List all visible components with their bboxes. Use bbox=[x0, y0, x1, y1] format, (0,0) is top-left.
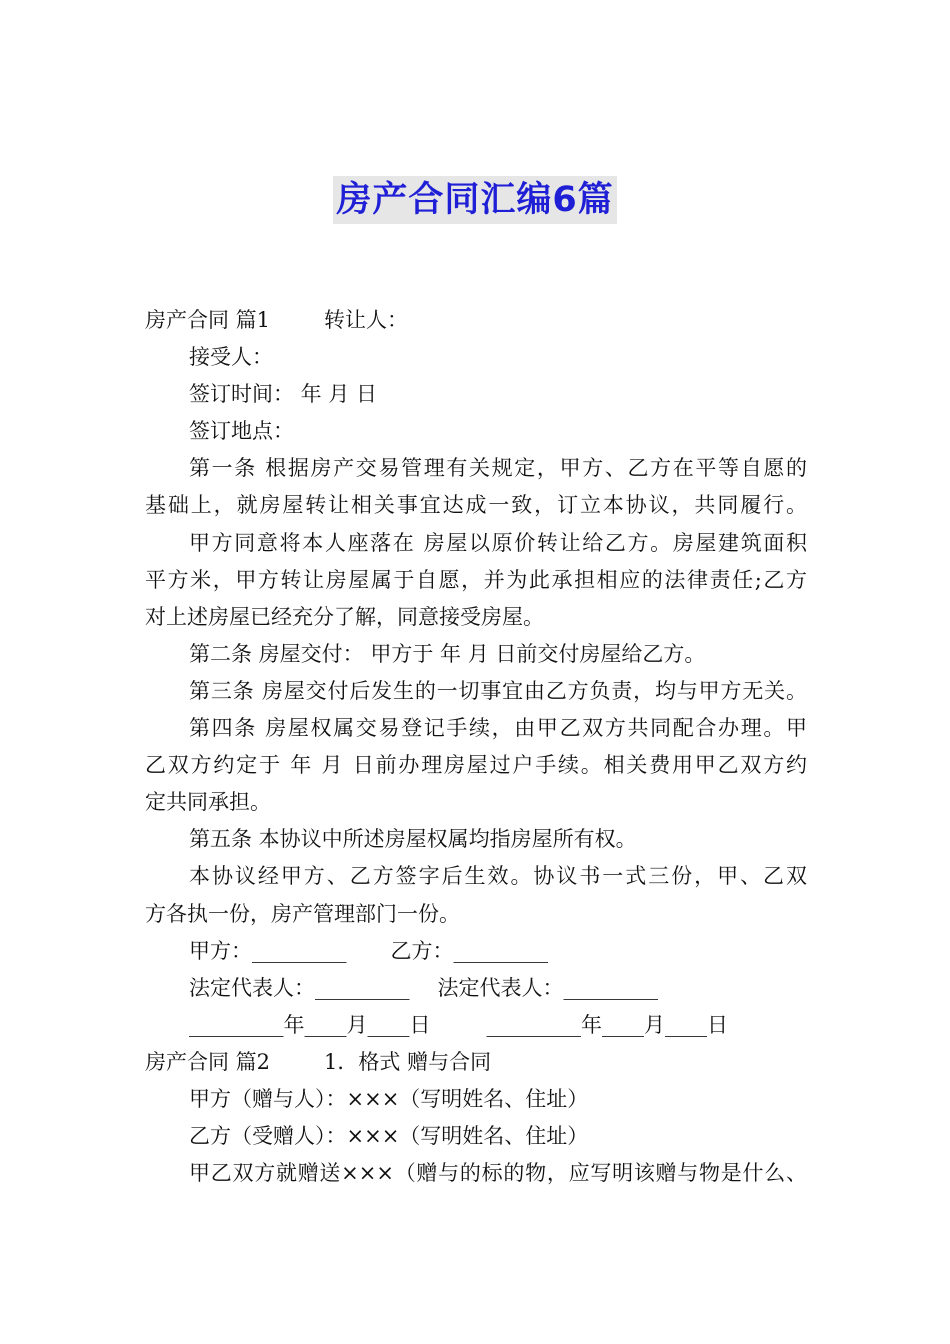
title-container bbox=[0, 176, 950, 224]
section-intro: 转让人： bbox=[324, 308, 409, 332]
paragraph-line: 第四条 房屋权属交易登记手续，由甲乙双方共同配合办理。甲 bbox=[189, 716, 807, 741]
paragraph-line: 基础上，就房屋转让相关事宜达成一致，订立本协议，共同履行。 bbox=[145, 493, 807, 518]
paragraph-line: 本协议经甲方、乙方签字后生效。协议书一式三份，甲、乙双 bbox=[189, 864, 807, 889]
paragraph-line: 乙双方约定于 年 月 日前办理房屋过户手续。相关费用甲乙双方约 bbox=[145, 753, 807, 778]
signature-rep-a: 法定代表人：_________ bbox=[189, 975, 410, 1000]
section-intro: 1．格式 赠与合同 bbox=[324, 1049, 492, 1074]
paragraph-line: 第三条 房屋交付后发生的一切事宜由乙方负责，均与甲方无关。 bbox=[189, 678, 807, 703]
signature-party-a: 甲方：_________ bbox=[189, 938, 347, 963]
section-heading-line bbox=[145, 1044, 807, 1081]
paragraph-line: 签订时间： 年 月 日 bbox=[189, 382, 378, 407]
paragraph-line: 签订地点： bbox=[189, 419, 294, 444]
section-heading-line bbox=[145, 302, 807, 339]
paragraph-line: 第一条 根据房产交易管理有关规定，甲方、乙方在平等自愿的 bbox=[189, 456, 807, 481]
paragraph-line: 甲方（赠与人）：×××（写明姓名、住址） bbox=[189, 1086, 589, 1111]
section-heading: 房产合同 篇2 bbox=[145, 1049, 271, 1074]
signature-date-b: _________年____月____日 bbox=[486, 1012, 728, 1037]
signature-parties-line bbox=[145, 933, 807, 970]
paragraph-line: 对上述房屋已经充分了解，同意接受房屋。 bbox=[145, 604, 544, 629]
paragraph-line: 第五条 本协议中所述房屋权属均指房屋所有权。 bbox=[189, 827, 637, 852]
signature-date-a: _________年____月____日 bbox=[189, 1012, 431, 1037]
paragraph-line: 定共同承担。 bbox=[145, 790, 271, 815]
paragraph-line: 平方米，甲方转让房屋属于自愿，并为此承担相应的法律责任;乙方 bbox=[145, 567, 807, 592]
paragraph-line: 甲方同意将本人座落在 房屋以原价转让给乙方。房屋建筑面积 bbox=[189, 530, 807, 555]
paragraph-line: 甲乙双方就赠送×××（赠与的标的物，应写明该赠与物是什么、 bbox=[189, 1161, 807, 1186]
signature-dates-line bbox=[145, 1007, 807, 1044]
paragraph-line: 乙方（受赠人）：×××（写明姓名、住址） bbox=[189, 1124, 589, 1149]
section-heading: 房产合同 篇1 bbox=[145, 308, 271, 332]
signature-rep-b: 法定代表人：_________ bbox=[437, 975, 658, 1000]
paragraph-line: 方各执一份，房产管理部门一份。 bbox=[145, 901, 460, 926]
signature-party-b: 乙方：_________ bbox=[390, 938, 548, 963]
paragraph-line: 接受人： bbox=[189, 345, 273, 370]
paragraph-line: 第二条 房屋交付： 甲方于 年 月 日前交付房屋给乙方。 bbox=[189, 641, 706, 666]
document-body bbox=[145, 302, 807, 1192]
signature-representatives-line bbox=[145, 970, 807, 1007]
document-title: 房产合同汇编6篇 bbox=[333, 176, 616, 224]
